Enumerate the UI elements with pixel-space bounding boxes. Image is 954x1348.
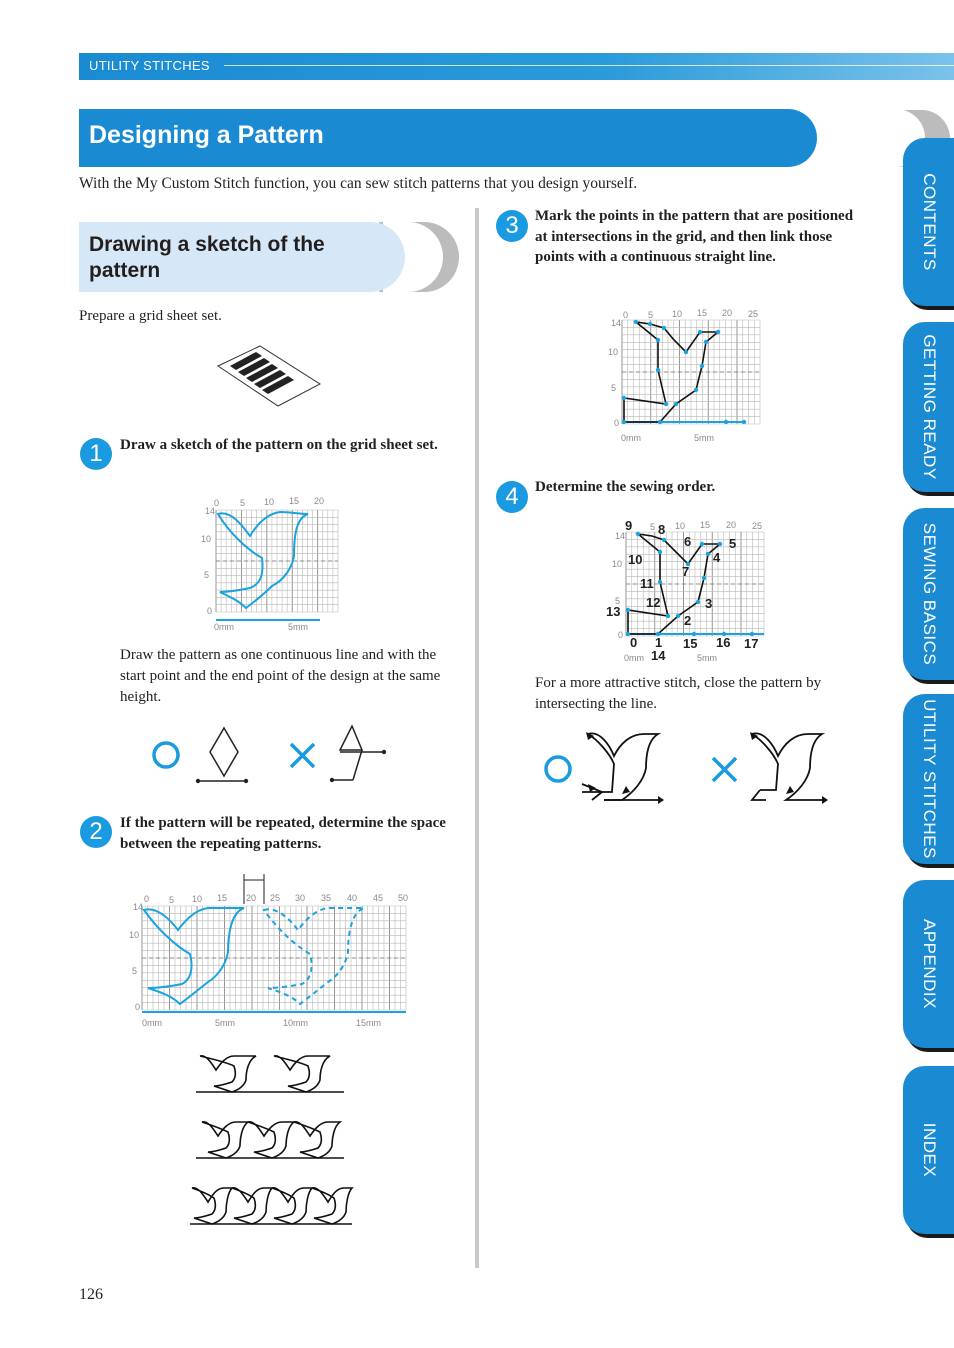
- tab-index[interactable]: INDEX: [903, 1066, 954, 1234]
- y-tick: 14: [205, 506, 216, 516]
- y-tick: 5: [132, 966, 138, 976]
- mm-label: 0mm: [624, 653, 644, 663]
- close-pattern-note: For a more attractive stitch, close the pattern by intersecting the line.: [535, 675, 822, 712]
- x-tick: 10: [672, 309, 683, 319]
- x-tick: 5: [650, 522, 656, 532]
- y-tick: 5: [611, 383, 617, 393]
- order-label: 11: [640, 576, 654, 591]
- start-end-examples: [148, 724, 393, 788]
- correct-icon: [546, 757, 570, 781]
- x-tick: 20: [246, 893, 257, 903]
- step-4-text: Determine the sewing order.: [535, 479, 716, 495]
- x-tick: 0: [623, 310, 629, 320]
- order-label: 13: [606, 604, 621, 619]
- x-tick: 10: [264, 497, 275, 507]
- title-banner: [79, 109, 874, 167]
- x-tick: 5: [648, 310, 654, 320]
- repeat-examples: [186, 1050, 356, 1232]
- step-2-number: 2: [80, 816, 112, 848]
- mm-label: 5mm: [697, 653, 717, 663]
- header-bar: [79, 53, 954, 80]
- order-label: 12: [646, 595, 661, 610]
- order-label: 15: [683, 636, 698, 651]
- x-tick: 20: [722, 308, 733, 318]
- x-tick: 40: [347, 893, 358, 903]
- order-label: 17: [744, 636, 759, 651]
- tab-sewing-basics[interactable]: SEWING BASICS: [903, 508, 954, 680]
- x-tick: 10: [675, 521, 686, 531]
- grid-sketch-1: [200, 496, 345, 636]
- order-label: 6: [684, 534, 692, 549]
- step-1-text: Draw a sketch of the pattern on the grid sheet set.: [120, 437, 438, 453]
- page-title: Designing a Pattern: [89, 121, 324, 149]
- order-label: 3: [705, 596, 713, 611]
- order-label: 4: [713, 550, 721, 565]
- mm-label: 5mm: [288, 622, 308, 632]
- x-tick: 25: [270, 893, 281, 903]
- column-divider: [475, 208, 479, 1268]
- x-tick: 15: [289, 496, 300, 506]
- step-3-text: Mark the points in the pattern that are positioned at intersections in the grid, and then link those points with a continuous straight line.: [535, 208, 854, 265]
- x-tick: 5: [169, 895, 175, 905]
- order-label: 14: [651, 648, 666, 663]
- order-label: 0: [630, 635, 638, 650]
- x-tick: 15: [697, 308, 708, 318]
- y-tick: 0: [207, 606, 213, 616]
- correct-icon: [154, 743, 178, 767]
- mm-label: 0mm: [142, 1018, 162, 1028]
- header-rule: [224, 65, 954, 66]
- mm-label: 15mm: [356, 1018, 382, 1028]
- mm-label: 5mm: [215, 1018, 235, 1028]
- prepare-text: Prepare a grid sheet set.: [79, 308, 222, 324]
- x-tick: 45: [373, 893, 384, 903]
- closing-examples: [540, 728, 840, 810]
- grid-points-3: [606, 306, 766, 446]
- tab-utility-stitches[interactable]: UTILITY STITCHES: [903, 694, 954, 864]
- order-label: 16: [716, 635, 731, 650]
- tab-getting-ready[interactable]: GETTING READY: [903, 322, 954, 492]
- page-number: 126: [79, 1286, 103, 1303]
- step-4-number: 4: [496, 481, 528, 513]
- order-label: 2: [684, 613, 692, 628]
- x-tick: 25: [752, 521, 763, 531]
- mm-label: 0mm: [621, 433, 641, 443]
- order-label: 7: [682, 564, 690, 579]
- y-tick: 10: [608, 347, 619, 357]
- tab-contents[interactable]: CONTENTS: [903, 138, 954, 306]
- mm-label: 10mm: [283, 1018, 309, 1028]
- step-2-text: If the pattern will be repeated, determine the space between the repeating patterns.: [120, 815, 446, 852]
- x-tick: 20: [726, 520, 737, 530]
- step-1-number: 1: [80, 438, 112, 470]
- y-tick: 5: [204, 570, 210, 580]
- subheading-banner: [79, 222, 459, 292]
- x-tick: 30: [295, 893, 306, 903]
- y-tick: 0: [614, 418, 620, 428]
- grid-sketch-2: [128, 872, 413, 1032]
- step-3-number: 3: [496, 210, 528, 242]
- order-label: 9: [625, 518, 633, 533]
- y-tick: 14: [133, 902, 144, 912]
- x-tick: 5: [240, 498, 246, 508]
- subheading: Drawing a sketch of the pattern: [89, 233, 325, 282]
- y-tick: 10: [201, 534, 212, 544]
- tab-appendix[interactable]: APPENDIX: [903, 880, 954, 1048]
- order-label: 10: [628, 552, 643, 567]
- grid-sheet-illustration: [216, 344, 322, 408]
- order-label: 5: [729, 536, 737, 551]
- x-tick: 25: [748, 309, 759, 319]
- order-label: 1: [655, 635, 663, 650]
- x-tick: 15: [700, 520, 711, 530]
- y-tick: 5: [615, 596, 621, 606]
- y-tick: 10: [129, 930, 140, 940]
- y-tick: 10: [612, 559, 623, 569]
- mm-label: 0mm: [214, 622, 234, 632]
- section-label: UTILITY STITCHES: [89, 58, 210, 73]
- y-tick: 14: [611, 318, 622, 328]
- x-tick: 0: [144, 894, 150, 904]
- x-tick: 20: [314, 496, 325, 506]
- x-tick: 0: [214, 498, 220, 508]
- y-tick: 0: [618, 630, 624, 640]
- x-tick: 50: [398, 893, 409, 903]
- order-label: 8: [658, 522, 666, 537]
- grid-sewing-order: [602, 516, 770, 666]
- continuous-note: Draw the pattern as one continuous line and with the start point and the end point of the design at the same height.: [120, 647, 441, 705]
- mm-label: 5mm: [694, 433, 714, 443]
- intro-text: With the My Custom Stitch function, you can sew stitch patterns that you design yourself.: [79, 175, 638, 192]
- y-tick: 0: [135, 1002, 141, 1012]
- x-tick: 35: [321, 893, 332, 903]
- x-tick: 10: [192, 894, 203, 904]
- y-tick: 14: [615, 531, 626, 541]
- x-tick: 15: [217, 893, 228, 903]
